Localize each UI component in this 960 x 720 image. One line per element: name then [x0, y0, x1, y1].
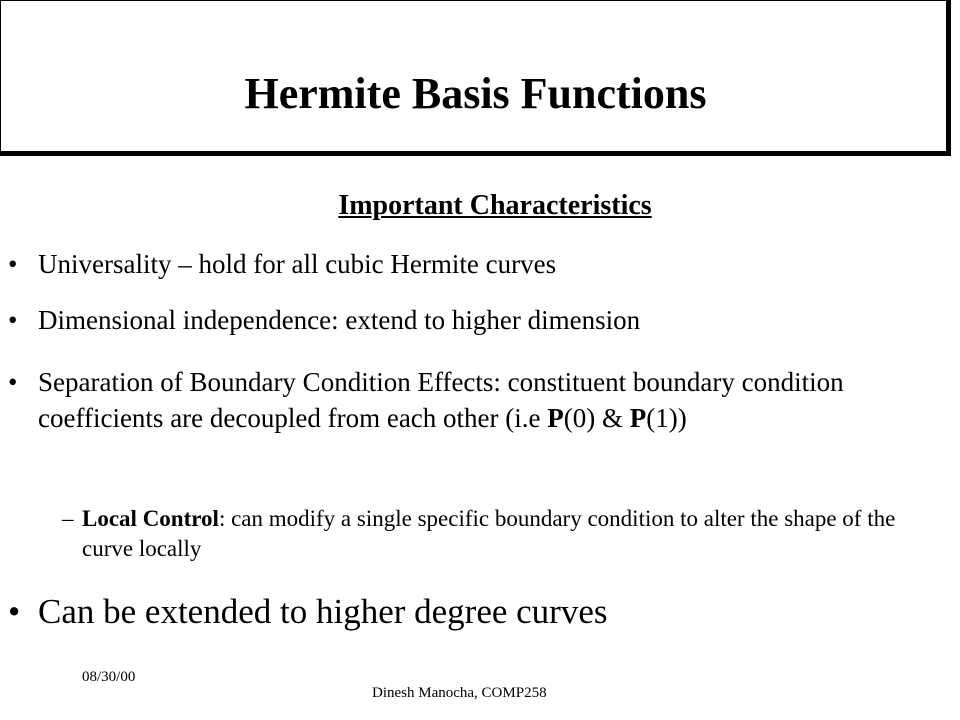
footer-author: Dinesh Manocha, COMP258 [372, 685, 547, 701]
sub-bullet-text [82, 504, 922, 564]
bullet-text: Universality – hold for all cubic Hermite curves [38, 249, 557, 279]
bullet-glyph: • [8, 249, 18, 279]
bullet-text: Can be extended to higher degree curves [38, 592, 608, 631]
bullet-text [38, 364, 903, 436]
bullet-glyph: • [8, 592, 21, 631]
bullet-universality [8, 246, 903, 282]
p-symbol: P [629, 403, 647, 433]
bullet-text: Dimensional independence: extend to higher dimension [38, 305, 641, 335]
p1-argument: (1)) [646, 403, 687, 433]
sub-bullet-local-control [62, 504, 922, 564]
bullet-dimensional-independence [8, 302, 903, 338]
p0-argument: (0) & [563, 403, 630, 433]
slide-title: Hermite Basis Functions [244, 69, 707, 118]
bullet-separation [8, 364, 903, 436]
bullet-glyph: • [8, 367, 18, 397]
sub-bullet-body: : can modify a single specific boundary condition to alter the shape of the curve locally [82, 506, 896, 561]
bullet-glyph: • [8, 305, 18, 335]
bullet-text-main: Separation of Boundary Condition Effects: constituent boundary condition coefficients are decoupled from each other (i.e [38, 367, 844, 433]
slide-subtitle: Important Characteristics [338, 190, 652, 221]
bullet-higher-degree [8, 590, 903, 634]
sub-bullet-glyph: – [62, 506, 74, 531]
p-symbol: P [547, 403, 564, 433]
footer-date: 08/30/00 [82, 669, 136, 685]
sub-bullet-lead: Local Control [82, 506, 219, 531]
